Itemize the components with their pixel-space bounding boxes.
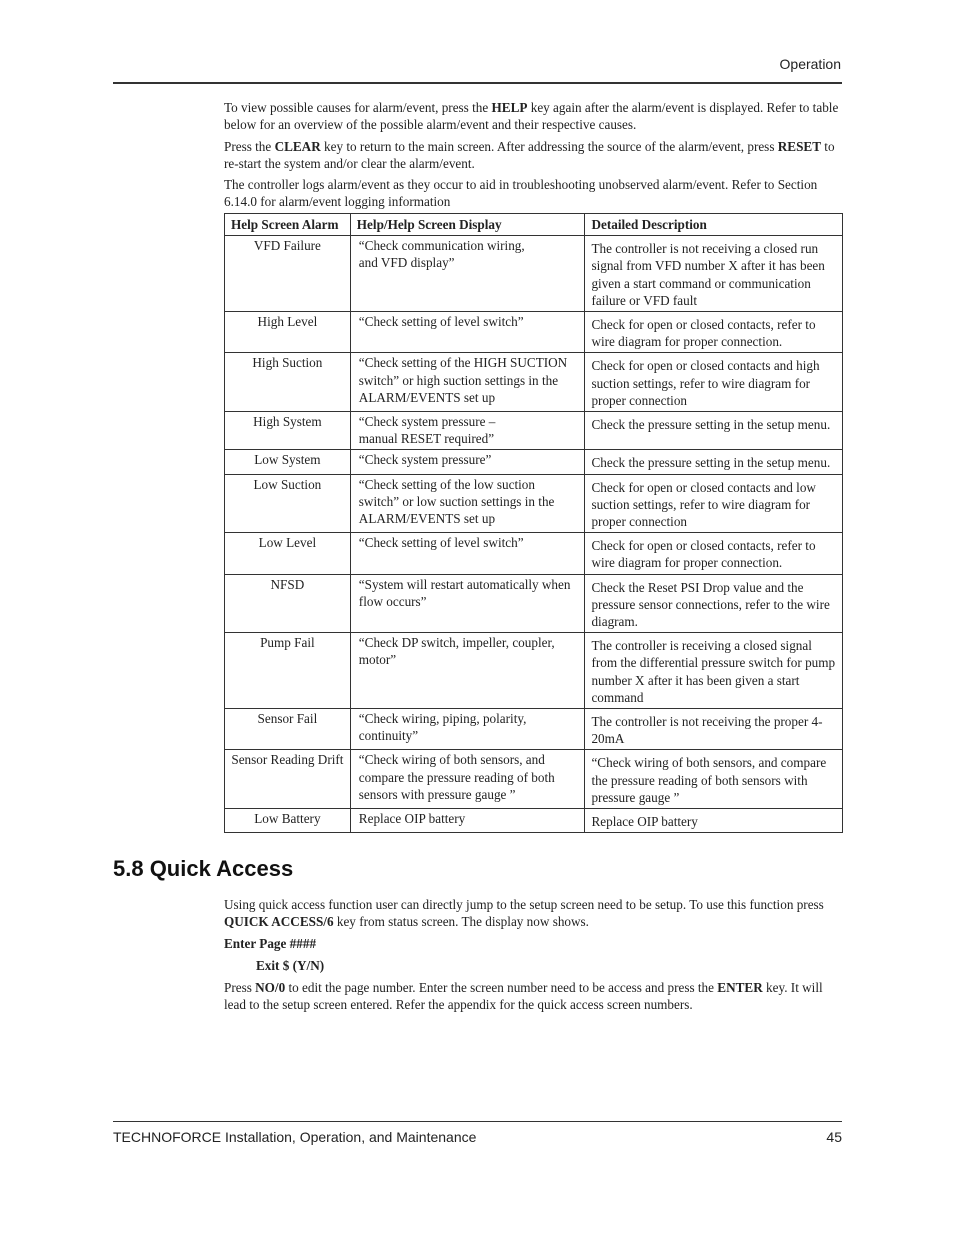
cell-display: “Check communication wiring, and VFD display”	[350, 236, 585, 312]
column-header-display: Help/Help Screen Display	[350, 214, 585, 236]
cell-alarm: Low Suction	[225, 474, 351, 533]
cell-alarm: High System	[225, 412, 351, 450]
cell-display: “Check wiring of both sensors, and compare the pressure reading of both sensors with pressure gauge ”	[350, 750, 585, 809]
cell-description: Check the pressure setting in the setup menu.	[585, 450, 843, 474]
section-title: 5.8 Quick Access	[113, 856, 294, 881]
display-line-exit: Exit $ (Y/N)	[256, 958, 325, 973]
cell-description: Check for open or closed contacts, refer to wire diagram for proper connection.	[585, 312, 843, 353]
cell-display: “Check DP switch, impeller, coupler, motor”	[350, 633, 585, 709]
text: Press	[224, 980, 256, 995]
column-header-alarm: Help Screen Alarm	[225, 214, 351, 236]
footer-title: TECHNOFORCE Installation, Operation, and Maintenance	[113, 1129, 477, 1145]
cell-alarm: High Suction	[225, 353, 351, 412]
table-row	[225, 750, 843, 809]
cell-description: “Check wiring of both sensors, and compare the pressure reading of both sensors with pressure gauge ”	[585, 750, 843, 809]
table-row	[225, 574, 843, 633]
cell-alarm: Sensor Reading Drift	[225, 750, 351, 809]
table-row	[225, 633, 843, 709]
cell-display: “Check setting of the HIGH SUCTION switch” or high suction settings in the ALARM/EVENTS set up	[350, 353, 585, 412]
table-body	[225, 236, 843, 833]
quick-access-instructions	[224, 979, 842, 1013]
cell-display: “Check system pressure – manual RESET required”	[350, 412, 585, 450]
cell-display: “Check setting of level switch”	[350, 533, 585, 574]
text: Using quick access function user can directly jump to the setup screen need to be setup. To use this function press	[224, 897, 824, 912]
cell-alarm: Sensor Fail	[225, 709, 351, 750]
cell-description: Check for open or closed contacts and low suction settings, refer to wire diagram for proper connection	[585, 474, 843, 533]
cell-alarm: Low System	[225, 450, 351, 474]
text: to re-start the system and/or clear the alarm/event.	[224, 139, 835, 172]
alarm-table	[224, 213, 843, 833]
cell-description: Replace OIP battery	[585, 809, 843, 833]
table-row	[225, 312, 843, 353]
table-header-row	[225, 214, 843, 236]
text: to edit the page number. Enter the screen number need to be access and press the	[285, 980, 718, 995]
cell-description: The controller is not receiving a closed run signal from VFD number X after it has been given a start command or communication failure or VFD fault	[585, 236, 843, 312]
cell-description: Check for open or closed contacts and high suction settings, refer to wire diagram for proper connection	[585, 353, 843, 412]
cell-alarm: High Level	[225, 312, 351, 353]
cell-description: Check the pressure setting in the setup menu.	[585, 412, 843, 450]
cell-alarm: Pump Fail	[225, 633, 351, 709]
cell-display: “Check setting of the low suction switch” or low suction settings in the ALARM/EVENTS set up	[350, 474, 585, 533]
cell-alarm: VFD Failure	[225, 236, 351, 312]
table-row	[225, 709, 843, 750]
cell-display: Replace OIP battery	[350, 809, 585, 833]
cell-display: “Check wiring, piping, polarity, continuity”	[350, 709, 585, 750]
cell-display: “Check setting of level switch”	[350, 312, 585, 353]
intro-paragraph-clear	[224, 138, 842, 172]
text: To view possible causes for alarm/event, press the	[224, 100, 492, 115]
cell-alarm: Low Level	[225, 533, 351, 574]
table-row	[225, 474, 843, 533]
cell-description: The controller is not receiving the proper 4-20mA	[585, 709, 843, 750]
intro-paragraph-help	[224, 99, 842, 133]
intro-paragraph-logging: The controller logs alarm/event as they occur to aid in troubleshooting unobserved alarm/event. Refer to Section 6.14.0 for alarm/event logging information	[224, 177, 818, 210]
header-rule	[113, 82, 842, 84]
cell-description: Check for open or closed contacts, refer to wire diagram for proper connection.	[585, 533, 843, 574]
column-header-description: Detailed Description	[585, 214, 843, 236]
text: key again after the alarm/event is displayed. Refer to table below for an overview of the possible alarm/event and their respective causes.	[224, 100, 839, 133]
cell-display: “System will restart automatically when flow occurs”	[350, 574, 585, 633]
cell-alarm: Low Battery	[225, 809, 351, 833]
page-header-label: Operation	[779, 56, 841, 72]
table-row	[225, 809, 843, 833]
cell-description: Check the Reset PSI Drop value and the pressure sensor connections, refer to the wire diagram.	[585, 574, 843, 633]
cell-alarm: NFSD	[225, 574, 351, 633]
text: Press the	[224, 139, 275, 154]
table-row	[225, 533, 843, 574]
text: key. It will lead to the setup screen entered. Refer the appendix for the quick access screen numbers.	[224, 980, 823, 1013]
footer-rule	[113, 1121, 842, 1122]
quick-access-paragraph	[224, 896, 842, 930]
clear-key: CLEAR	[274, 139, 321, 154]
no-key: NO/0	[255, 980, 286, 995]
page-number: 45	[826, 1129, 842, 1145]
reset-key: RESET	[777, 139, 821, 154]
display-line-enter-page: Enter Page ####	[224, 936, 317, 951]
table-row	[225, 353, 843, 412]
cell-display: “Check system pressure”	[350, 450, 585, 474]
enter-key: ENTER	[717, 980, 763, 995]
table-row	[225, 236, 843, 312]
help-key: HELP	[491, 100, 528, 115]
cell-description: The controller is receiving a closed signal from the differential pressure switch for pump number X after it has been given a start command	[585, 633, 843, 709]
quick-access-key: QUICK ACCESS/6	[224, 914, 334, 930]
table-row	[225, 412, 843, 450]
text: key to return to the main screen. After addressing the source of the alarm/event, press	[320, 139, 778, 154]
table-row	[225, 450, 843, 474]
text: key from status screen. The display now shows.	[333, 914, 589, 930]
